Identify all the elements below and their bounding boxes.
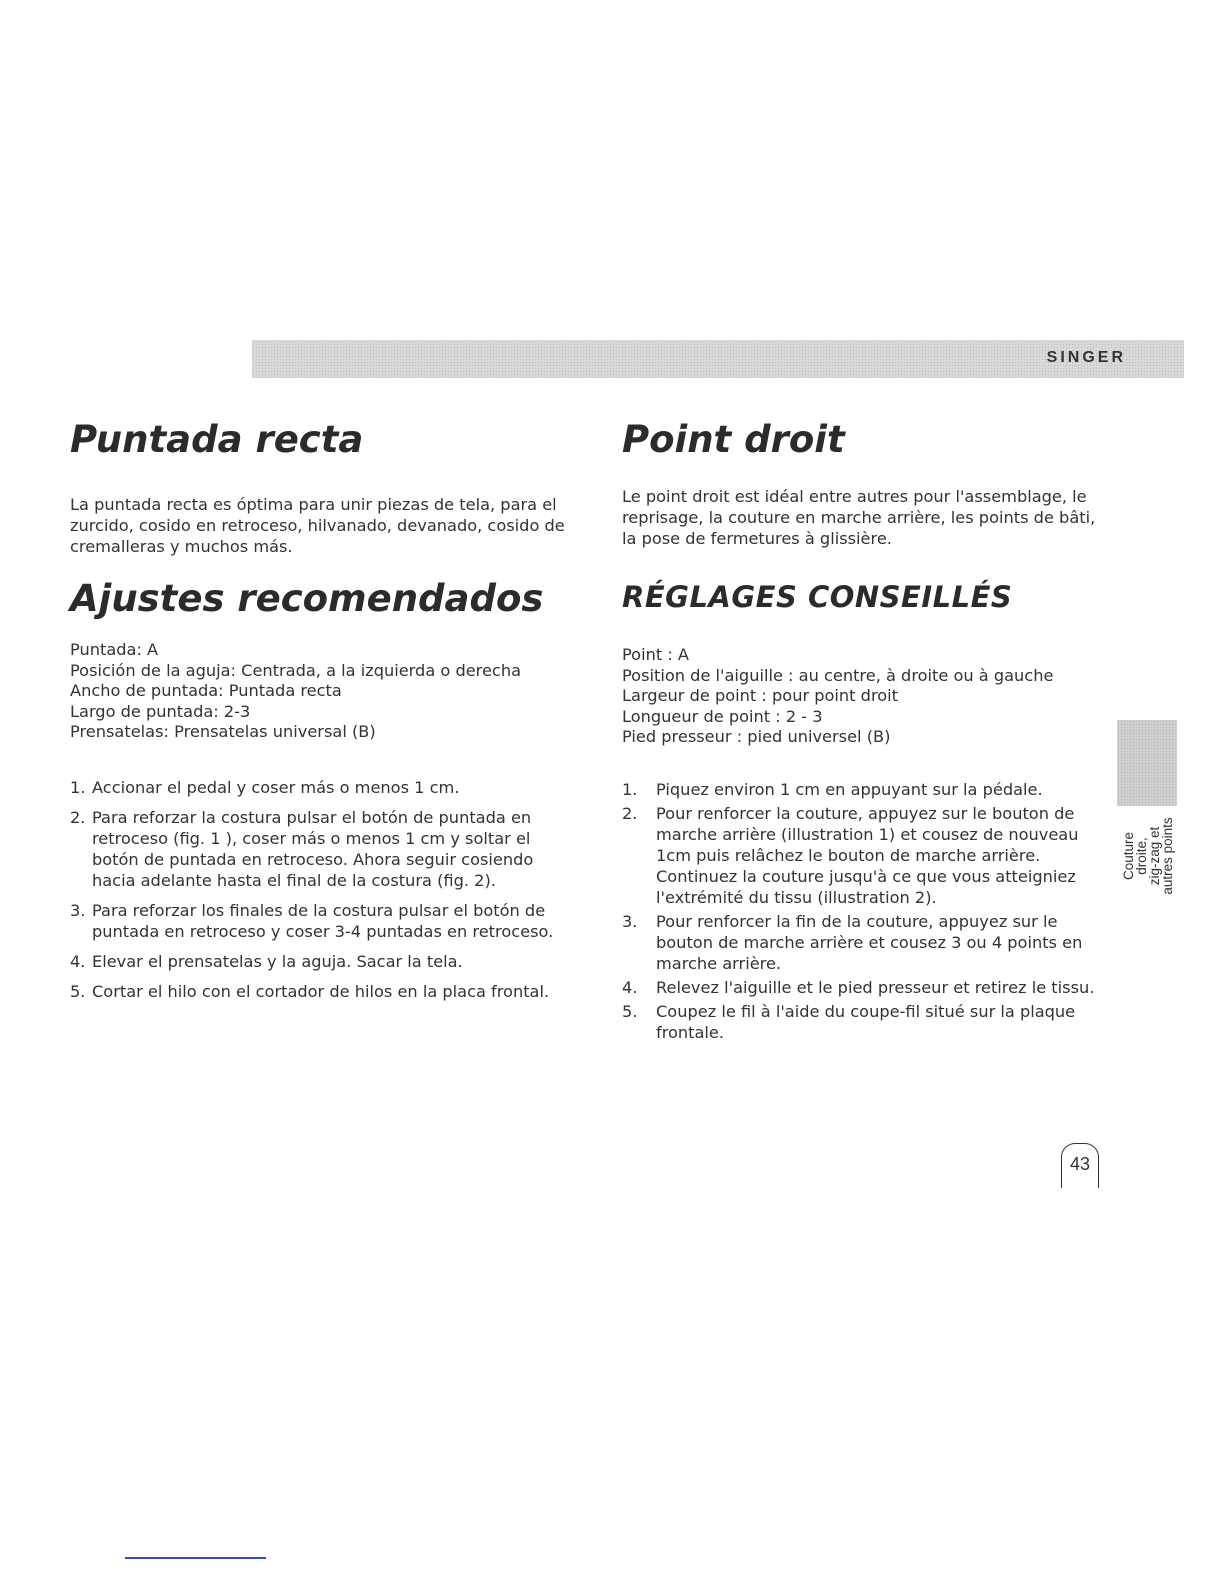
es-settings-heading: Ajustes recomendados: [70, 577, 544, 620]
es-step-number: 1.: [70, 778, 86, 797]
fr-step: [622, 977, 1107, 998]
fr-step: [622, 779, 1107, 800]
es-step: [70, 807, 570, 891]
fr-setting-needle-position: Position de l'aiguille : au centre, à droite ou à gauche: [622, 665, 1054, 685]
fr-step-number: 1.: [622, 780, 638, 799]
es-step-text: Para reforzar los finales de la costura pulsar el botón de puntada en retroceso y coser 3-4 puntadas en retroceso.: [92, 901, 554, 941]
es-step-number: 2.: [70, 808, 86, 827]
fr-page-title: Point droit: [622, 418, 845, 461]
es-step-text: Accionar el pedal y coser más o menos 1 cm.: [92, 778, 460, 797]
fr-step-number: 2.: [622, 804, 638, 823]
es-step: [70, 981, 570, 1002]
fr-step: [622, 911, 1107, 974]
fr-steps-list: [622, 779, 1107, 1046]
es-step-text: Para reforzar la costura pulsar el botón de puntada en retroceso (fig. 1 ), coser más o menos 1 cm y soltar el botón de puntada en retroceso. Ahora seguir cosiendo hacia adelante hasta el final de la costura (fig. 2).: [92, 808, 534, 890]
footer-divider: [125, 1557, 266, 1559]
fr-step-text: Pour renforcer la fin de la couture, appuyez sur le bouton de marche arrière et cousez 3 ou 4 points en marche arrière.: [656, 912, 1083, 973]
fr-step-text: Relevez l'aiguille et le pied presseur et retirez le tissu.: [656, 978, 1095, 997]
chapter-side-label-text: Couture droite, zig-zag et autres points: [1121, 817, 1175, 895]
brand-logo: SINGER: [1046, 349, 1126, 366]
es-setting-needle-position: Posición de la aguja: Centrada, a la izquierda o derecha: [70, 660, 522, 680]
fr-intro-paragraph: Le point droit est idéal entre autres pour l'assemblage, le reprisage, la couture en marche arrière, les points de bâti, la pose de fermetures à glissière.: [622, 487, 1096, 548]
fr-setting-stitch-width: Largeur de point : pour point droit: [622, 686, 899, 705]
fr-step: [622, 803, 1107, 908]
es-setting-presser-foot: Prensatelas: Prensatelas universal (B): [70, 722, 376, 741]
fr-setting-stitch: Point : A: [622, 645, 690, 664]
es-setting-stitch-width: Ancho de puntada: Puntada recta: [70, 681, 342, 700]
es-step: [70, 777, 570, 798]
chapter-tab-marker: [1117, 720, 1177, 806]
fr-setting-presser-foot: Pied presseur : pied universel (B): [622, 727, 891, 746]
es-step-number: 4.: [70, 952, 86, 971]
es-step-text: Cortar el hilo con el cortador de hilos en la placa frontal.: [92, 982, 550, 1001]
fr-setting-stitch-length: Longueur de point : 2 - 3: [622, 706, 823, 726]
fr-step-text: Coupez le fil à l'aide du coupe-fil situé sur la plaque frontale.: [656, 1002, 1076, 1042]
es-setting-stitch: Puntada: A: [70, 640, 159, 659]
fr-step-number: 4.: [622, 978, 638, 997]
es-setting-stitch-length: Largo de puntada: 2-3: [70, 701, 251, 721]
es-settings-list: [70, 640, 570, 743]
es-step-number: 5.: [70, 982, 86, 1001]
fr-step-text: Pour renforcer la couture, appuyez sur le bouton de marche arrière (illustration 1) et cousez de nouveau 1cm puis relâchez le bouton de marche arrière. Continuez la couture jusqu'à ce que vous atteigniez l'extrémité du tissu (illustration 2).: [656, 804, 1079, 907]
fr-step-number: 3.: [622, 912, 638, 931]
es-step-text: Elevar el prensatelas y la aguja. Sacar la tela.: [92, 952, 463, 971]
fr-step: [622, 1001, 1107, 1043]
fr-step-text: Piquez environ 1 cm en appuyant sur la pédale.: [656, 780, 1043, 799]
chapter-side-label: [1110, 815, 1186, 897]
fr-settings-heading: RÉGLAGES CONSEILLÉS: [622, 580, 1013, 614]
es-page-title: Puntada recta: [70, 418, 364, 461]
es-intro-paragraph: La puntada recta es óptima para unir piezas de tela, para el zurcido, cosido en retroceso, hilvanado, devanado, cosido de cremalleras y muchos más.: [70, 495, 565, 556]
header-band: [252, 340, 1184, 378]
es-step: [70, 900, 570, 942]
fr-settings-list: [622, 645, 1112, 748]
fr-step-number: 5.: [622, 1002, 638, 1021]
es-steps-list: [70, 777, 570, 1011]
es-step: [70, 951, 570, 972]
es-step-number: 3.: [70, 901, 86, 920]
page-number: 43: [1061, 1143, 1099, 1188]
